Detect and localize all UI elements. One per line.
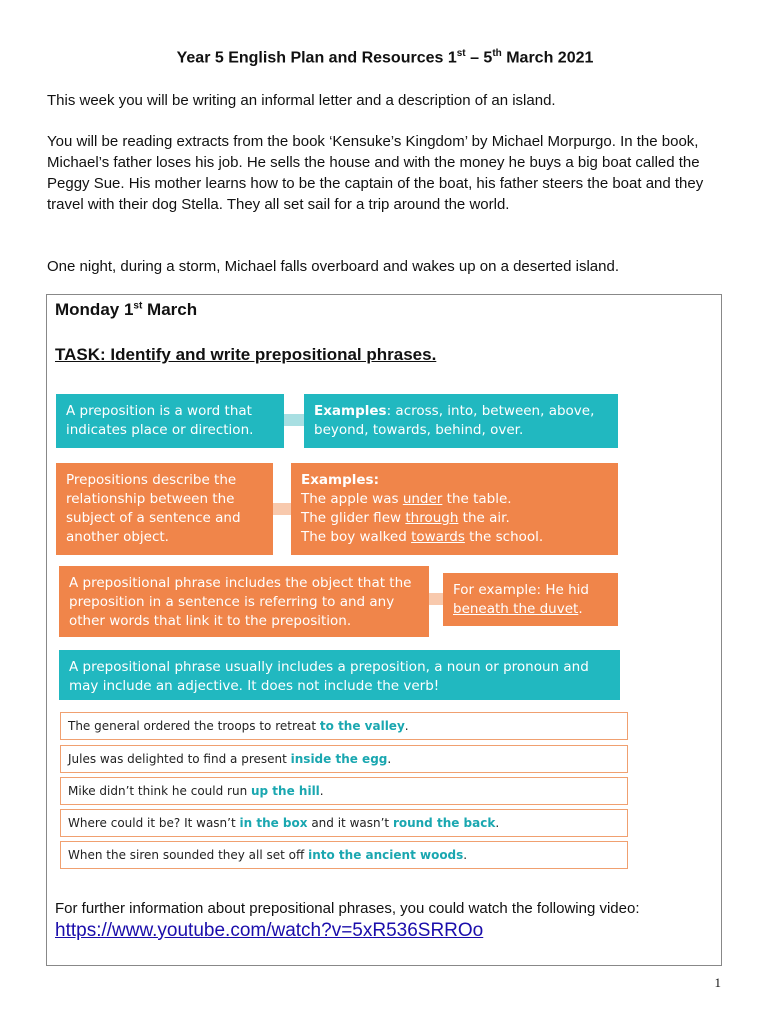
day-heading: Monday 1st March: [55, 300, 198, 319]
sentence-row: The general ordered the troops to retreat to the valley.: [60, 712, 628, 740]
relationship-tile: Prepositions describe the relationship between the subject of a sentence and another object.: [56, 463, 273, 555]
page-title: Year 5 English Plan and Resources 1st – 5th March 2021: [176, 48, 594, 67]
further-info-text: For further information about prepositional phrases, you could watch the following video:: [55, 900, 640, 917]
examples-tile: Examples: across, into, between, above, beyond, towards, behind, over.: [304, 394, 618, 448]
phrase-definition-tile: A prepositional phrase includes the object that the preposition in a sentence is referring to and any other words that link it to the preposition.: [59, 566, 429, 637]
sentence-row: Mike didn’t think he could run up the hill.: [60, 777, 628, 805]
video-link[interactable]: https://www.youtube.com/watch?v=5xR536SRROo: [55, 920, 484, 941]
intro-paragraph-1: This week you will be writing an informal letter and a description of an island.: [47, 92, 556, 109]
preposition-definition-tile: A preposition is a word that indicates place or direction.: [56, 394, 284, 448]
page-number: 1: [714, 975, 721, 990]
intro-paragraph-3: One night, during a storm, Michael falls overboard and wakes up on a deserted island.: [47, 258, 619, 275]
connector: [284, 414, 304, 426]
examples-sentences-tile: Examples: The apple was under the table. The glider flew through the air. The boy walked towards the school.: [291, 463, 618, 555]
task-heading: TASK: Identify and write prepositional phrases.: [55, 345, 437, 364]
sentence-row: Where could it be? It wasn’t in the box and it wasn’t round the back.: [60, 809, 628, 837]
example-tile: For example: He hid beneath the duvet.: [443, 573, 618, 626]
sentence-row: Jules was delighted to find a present inside the egg.: [60, 745, 628, 773]
connector: [273, 503, 291, 515]
phrase-rule-tile: A prepositional phrase usually includes a preposition, a noun or pronoun and may include an adjective. It does not include the verb!: [59, 650, 620, 700]
connector: [429, 593, 443, 605]
sentence-row: When the siren sounded they all set off into the ancient woods.: [60, 841, 628, 869]
intro-paragraph-2: You will be reading extracts from the book ‘Kensuke’s Kingdom’ by Michael Morpurgo. In the book, Michael’s father loses his job. He sells the house and with the money he buys a big boat called the Peggy Sue. His mother learns how to be the captain of the boat, his father steers the boat and they travel with their dog Stella. They all set sail for a trip around the world.: [47, 133, 704, 213]
